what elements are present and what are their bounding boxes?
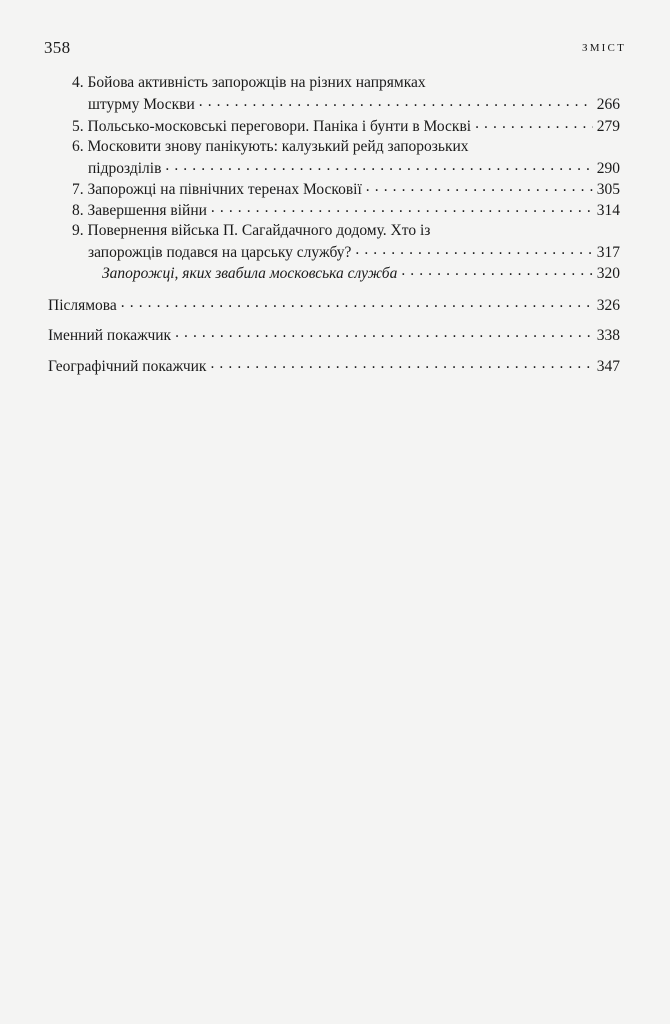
toc-entry-title-cont: запорожців подався на царську службу? (88, 244, 352, 261)
toc-entry-title: 5. Польсько-московські переговори. Паніка і бунти в Москві (72, 117, 472, 135)
toc-name-index-title: Іменний покажчик (48, 326, 172, 344)
toc-entry-title-cont: підрозділів (88, 160, 162, 177)
dot-leader (355, 242, 592, 258)
toc-page-number: 317 (596, 244, 620, 261)
toc-entry-title: 7. Запорожці на північних теренах Московії (72, 180, 362, 198)
toc-name-index[interactable] (48, 324, 620, 346)
dot-leader (211, 199, 593, 215)
toc-page-number: 305 (596, 180, 620, 198)
toc-entry-4[interactable] (72, 72, 620, 116)
toc-entry-7[interactable] (72, 178, 620, 200)
toc-subentry-title: Запорожці, яких звабила московська служба (102, 264, 398, 282)
toc-page-number: 290 (596, 160, 620, 177)
toc-entry-title: 8. Завершення війни (72, 201, 207, 219)
dot-leader (401, 262, 592, 278)
toc-entry-title-cont: штурму Москви (88, 96, 195, 113)
dot-leader (121, 294, 593, 310)
toc-page-number: 314 (596, 201, 620, 219)
toc-afterword-title: Післямова (48, 296, 117, 314)
toc-entry-title: 9. Повернення війська П. Сагайдачного додому. Хто із (72, 222, 431, 239)
running-head: ЗМІСТ (581, 42, 626, 54)
dot-leader (199, 94, 593, 110)
toc-page-number: 338 (596, 326, 620, 344)
toc-entry-9[interactable] (72, 220, 620, 264)
toc-geo-index[interactable] (48, 355, 620, 377)
toc-entry-6[interactable] (72, 136, 620, 180)
toc-subentry[interactable] (102, 262, 620, 284)
toc-entry-8[interactable] (72, 199, 620, 221)
toc-entry-title: 4. Бойова активність запорожців на різних напрямках (72, 74, 426, 91)
toc-entry-title: 6. Московити знову панікують: калузький рейд запорозьких (72, 138, 469, 155)
toc-geo-index-title: Географічний покажчик (48, 357, 207, 375)
dot-leader (175, 324, 593, 340)
toc-page-number: 326 (596, 296, 620, 314)
toc-page-number: 279 (596, 117, 620, 135)
toc-afterword[interactable] (48, 294, 620, 316)
page-number: 358 (44, 38, 71, 57)
toc-page-number: 320 (596, 264, 620, 282)
dot-leader (210, 355, 592, 371)
dot-leader (165, 158, 592, 174)
toc-entry-5[interactable] (72, 115, 620, 137)
toc-page-number: 347 (596, 357, 620, 375)
toc-page-number: 266 (596, 96, 620, 113)
dot-leader (475, 115, 593, 131)
dot-leader (366, 178, 593, 194)
